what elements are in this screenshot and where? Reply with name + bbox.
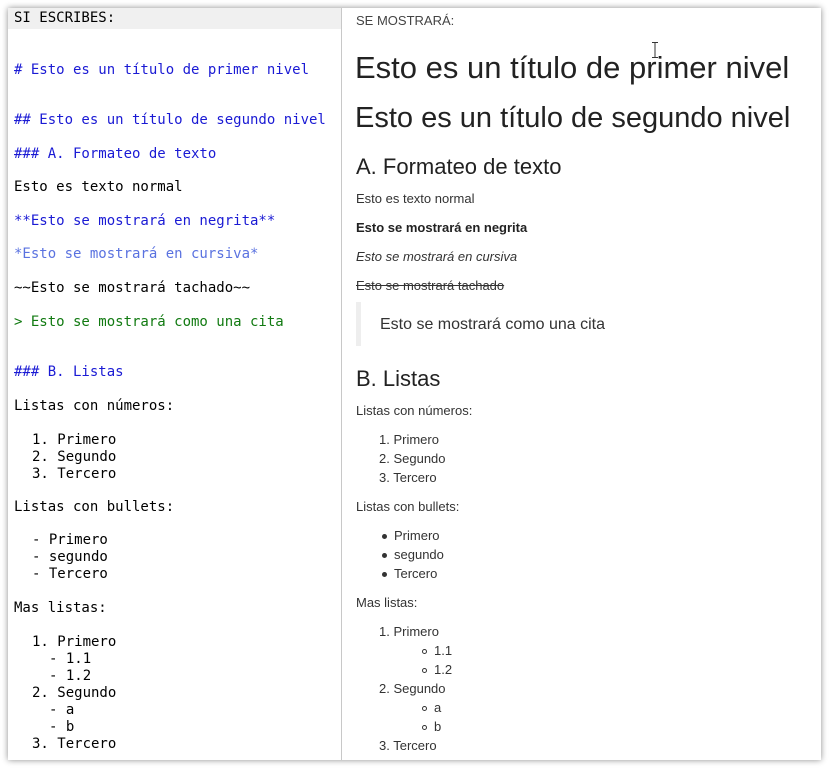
preview-header: SE MOSTRARÁ:	[356, 13, 455, 28]
preview-bullet-item: segundo	[394, 547, 444, 562]
markdown-preview	[342, 8, 821, 760]
preview-more-item: 2. Segundo	[379, 681, 446, 696]
preview-more-item: 3. Tercero	[379, 738, 437, 753]
editor-line-m1[interactable]: 1. Primero	[32, 634, 117, 650]
editor-line-quote[interactable]: > Esto se mostrará como una cita	[14, 314, 284, 330]
bullet-circle-icon	[422, 649, 427, 654]
bullet-circle-icon	[422, 725, 427, 730]
preview-numbered-item: 2. Segundo	[379, 451, 446, 466]
editor-line-more-label[interactable]: Mas listas:	[14, 600, 107, 616]
editor-line-h2[interactable]: ## Esto es un título de segundo nivel	[14, 112, 326, 128]
preview-h3-listas: B. Listas	[356, 366, 441, 391]
preview-more-label: Mas listas:	[356, 595, 418, 610]
preview-numbered-item: 3. Tercero	[379, 470, 437, 485]
editor-line-b3[interactable]: - Tercero	[32, 566, 108, 582]
editor-line-strike[interactable]: ~~Esto se mostrará tachado~~	[14, 280, 251, 296]
preview-more-subitem: a	[434, 700, 442, 715]
editor-line-h1[interactable]: # Esto es un título de primer nivel	[14, 62, 310, 78]
preview-numbered-label: Listas con números:	[356, 403, 473, 418]
editor-line-m1a[interactable]: - 1.1	[49, 651, 92, 667]
preview-numbered-item: 1. Primero	[379, 432, 439, 447]
editor-line-normal[interactable]: Esto es texto normal	[14, 179, 183, 195]
bullet-disc-icon	[382, 534, 387, 539]
preview-h2: Esto es un título de segundo nivel	[355, 102, 791, 134]
preview-h1: Esto es un título de primer nivel	[355, 50, 790, 85]
editor-line-bullets-label[interactable]: Listas con bullets:	[14, 499, 175, 515]
editor-line-h3b[interactable]: ### B. Listas	[14, 364, 124, 380]
editor-line-m2[interactable]: 2. Segundo	[32, 685, 117, 701]
preview-more-subitem: 1.2	[434, 662, 453, 677]
bullet-disc-icon	[382, 553, 387, 558]
editor-line-bold[interactable]: **Esto se mostrará en negrita**	[14, 213, 276, 229]
bullet-disc-icon	[382, 572, 387, 577]
preview-italic-text: Esto se mostrará en cursiva	[356, 249, 518, 264]
preview-bullets-label: Listas con bullets:	[356, 499, 460, 514]
bullet-circle-icon	[422, 706, 427, 711]
editor-line-n1[interactable]: 1. Primero	[32, 432, 117, 448]
editor-line-h3a[interactable]: ### A. Formateo de texto	[14, 146, 217, 162]
blockquote-bar	[356, 302, 361, 346]
preview-bullet-item: Primero	[394, 528, 440, 543]
editor-line-n2[interactable]: 2. Segundo	[32, 449, 117, 465]
preview-bold-text: Esto se mostrará en negrita	[356, 220, 528, 235]
preview-blockquote: Esto se mostrará como una cita	[380, 316, 605, 333]
preview-strike-text: Esto se mostrará tachado	[356, 278, 505, 293]
editor-line-n3[interactable]: 3. Tercero	[32, 466, 117, 482]
editor-line-m3[interactable]: 3. Tercero	[32, 736, 117, 752]
editor-line-m1b[interactable]: - 1.2	[49, 668, 92, 684]
markdown-editor[interactable]	[8, 8, 341, 760]
bullet-circle-icon	[422, 668, 427, 673]
editor-line-m2b[interactable]: - b	[49, 719, 75, 735]
editor-line-b2[interactable]: - segundo	[32, 549, 108, 565]
editor-line-b1[interactable]: - Primero	[32, 532, 108, 548]
preview-more-subitem: b	[434, 719, 442, 734]
editor-line-italic[interactable]: *Esto se mostrará en cursiva*	[14, 246, 259, 262]
editor-line-m2a[interactable]: - a	[49, 702, 75, 718]
editor-line-numbered-label[interactable]: Listas con números:	[14, 398, 175, 414]
preview-h3-formateo: A. Formateo de texto	[356, 154, 562, 179]
editor-header: SI ESCRIBES:	[14, 10, 116, 26]
preview-more-item: 1. Primero	[379, 624, 439, 639]
preview-normal-text: Esto es texto normal	[356, 191, 475, 206]
comparison-window	[8, 8, 821, 760]
preview-more-subitem: 1.1	[434, 643, 453, 658]
preview-bullet-item: Tercero	[394, 566, 438, 581]
